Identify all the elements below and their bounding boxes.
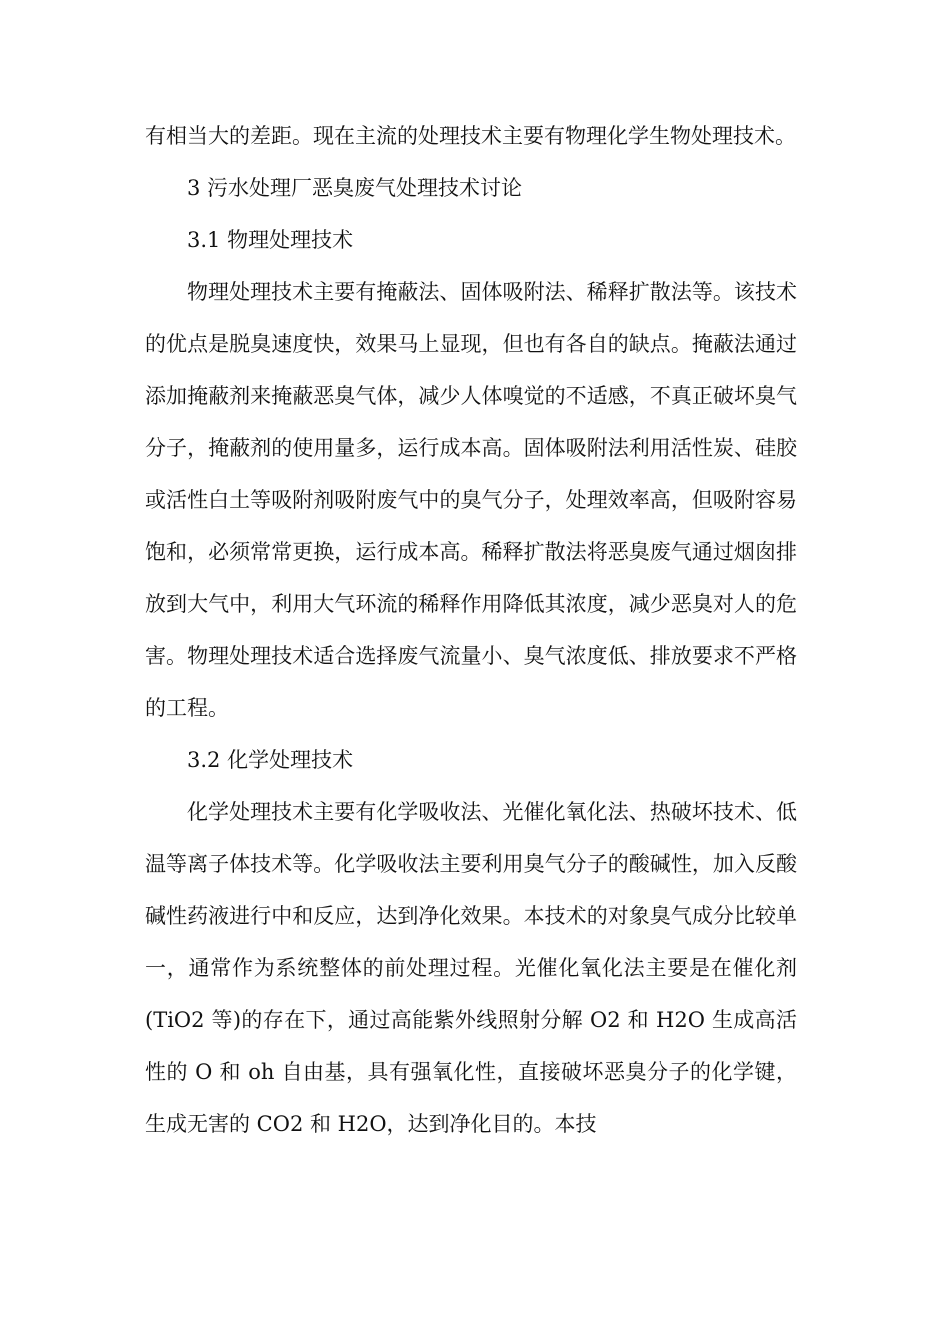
paragraph-physical-treatment: 物理处理技术主要有掩蔽法、固体吸附法、稀释扩散法等。该技术的优点是脱臭速度快，效果马上显现，但也有各自的缺点。掩蔽法通过添加掩蔽剂来掩蔽恶臭气体，减少人体嗅觉的不适感，不真正破坏臭气分子，掩蔽剂的使用量多，运行成本高。固体吸附法利用活性炭、硅胶或活性白土等吸附剂吸附废气中的臭气分子，处理效率高，但吸附容易饱和，必须常常更换，运行成本高。稀释扩散法将恶臭废气通过烟囱排放到大气中，利用大气环流的稀释作用降低其浓度，减少恶臭对人的危害。物理处理技术适合选择废气流量小、臭气浓度低、排放要求不严格的工程。 [145, 280, 797, 720]
document-body [145, 110, 797, 1150]
paragraph-chemical-treatment: 化学处理技术主要有化学吸收法、光催化氧化法、热破坏技术、低温等离子体技术等。化学吸收法主要利用臭气分子的酸碱性，加入反酸碱性药液进行中和反应，达到净化效果。本技术的对象臭气成分比较单一，通常作为系统整体的前处理过程。光催化氧化法主要是在催化剂(TiO2 等)的存在下，通过高能紫外线照射分解 O2 和 H2O 生成高活性的 O 和 oh 自由基，具有强氧化性，直接破坏恶臭分子的化学键，生成无害的 CO2 和 H2O，达到净化目的。本技 [145, 800, 797, 1136]
section-heading-3-2: 3.2 化学处理技术 [187, 748, 354, 772]
paragraph-continuation: 有相当大的差距。现在主流的处理技术主要有物理化学生物处理技术。 [145, 124, 796, 148]
section-heading-3-1: 3.1 物理处理技术 [187, 228, 354, 252]
section-heading-3: 3 污水处理厂恶臭废气处理技术讨论 [187, 176, 523, 200]
